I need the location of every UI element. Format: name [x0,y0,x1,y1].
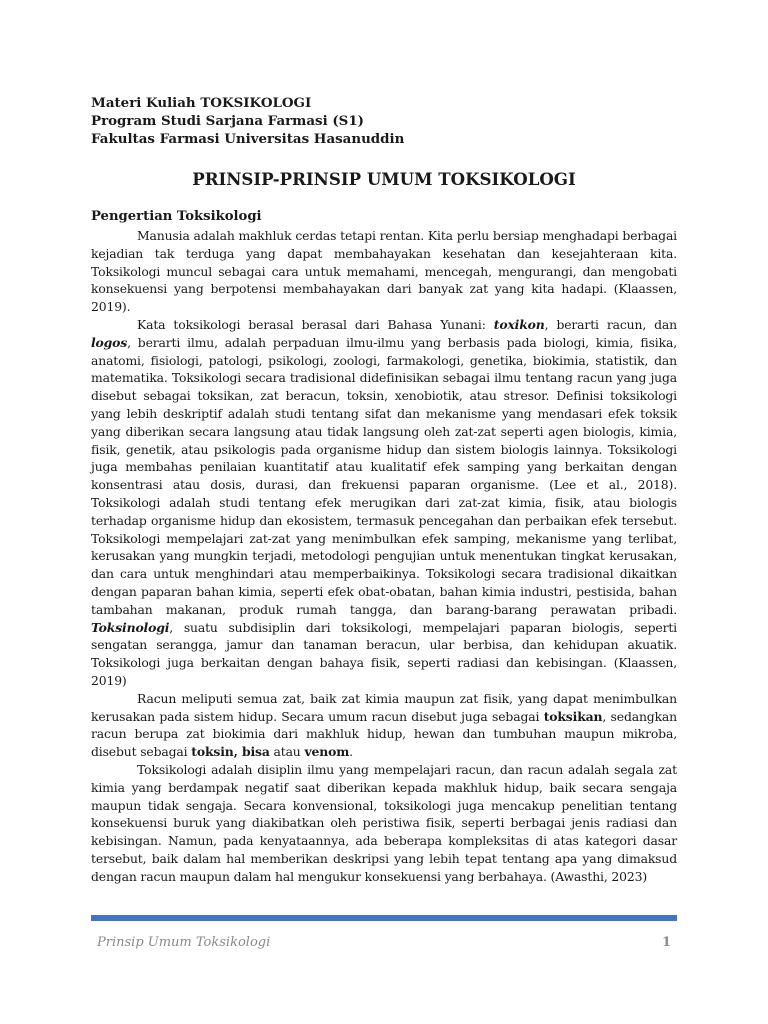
paragraph-2-text-c: , berarti ilmu, adalah perpaduan ilmu-ilmu yang berbasis pada biologi, kimia, fisika, anatomi, fisiologi, patologi, psikologi, zoologi, farmakologi, genetika, biokimia, statistik, dan matematika. Toksikologi secara tradisional didefinisikan sebagai ilmu tentang racun yang juga disebut sebagai toksikan, zat beracun, toksin, xenobiotik, atau stresor. Definisi toksikologi yang lebih deskriptif adalah studi tentang sifat dan mekanisme yang mendasari efek toksik yang diberikan secara langsung atau tidak langsung oleh zat-zat seperti agen biologis, kimia, fisik, genetik, atau psikologis pada organisme hidup dan sistem biologis lainnya. Toksikologi juga membahas penilaian kuantitatif atau kualitatif efek samping yang berkaitan dengan konsentrasi atau dosis, durasi, dan frekuensi paparan organisme. (Lee et al., 2018). Toksikologi adalah studi tentang efek merugikan dari zat-zat kimia, fisik, atau biologis terhadap organisme hidup dan ekosistem, termasuk pencegahan dan perbaikan efek tersebut. Toksikologi mempelajari zat-zat yang menimbulkan efek samping, mekanisme yang terlibat, kerusakan yang mungkin terjadi, metodologi pengujian untuk menentukan tingkat kerusakan, dan cara untuk menghindari atau memperbaikinya. Toksikologi secara tradisional dikaitkan dengan paparan bahan kimia, seperti efek obat-obatan, bahan kimia industri, pestisida, bahan tambahan makanan, produk rumah tangga, dan barang-barang perawatan pribadi. [91,334,677,617]
paragraph-4: Toksikologi adalah disiplin ilmu yang mempelajari racun, dan racun adalah segala zat kimia yang berdampak negatif saat diberikan kepada makhluk hidup, baik secara sengaja maupun tidak sengaja. Secara konvensional, toksikologi juga mencakup penelitian tentang konsekuensi buruk yang diakibatkan oleh peristiwa fisik, seperti berbagai jenis radiasi dan kebisingan. Namun, pada kenyataannya, ada beberapa kompleksitas di atas kategori dasar tersebut, baik dalam hal memberikan deskripsi yang lebih tepat tentang apa yang dimaksud dengan racun maupun dalam hal mengukur konsekuensi yang berbahaya. (Awasthi, 2023) [91,761,677,884]
footer-title: Prinsip Umum Toksikologi [97,935,271,950]
paragraph-3-text-d: . [349,744,353,760]
paragraph-1: Manusia adalah makhluk cerdas tetapi rentan. Kita perlu bersiap menghadapi berbagai kejadian tak terduga yang dapat membahayakan kesehatan dan kesejahteraan kita. Toksikologi muncul sebagai cara untuk memahami, mencegah, mengurangi, dan mengobati konsekuensi yang berpotensi membahayakan dari banyak zat yang kita hadapi. (Klaassen, 2019). [91,228,677,315]
paragraph-2-text-b: , berarti racun, dan [544,316,677,332]
page-number: 1 [661,935,671,950]
paragraph-2-text-d: , suatu subdisiplin dari toksikologi, mempelajari paparan biologis, seperti sengatan serangga, jamur dan tanaman beracun, ular berbisa, dan kehidupan akuatik. Toksikologi juga berkaitan dengan bahaya fisik, seperti radiasi dan kebisingan. (Klaassen, 2019) [91,619,677,688]
document-title: PRINSIP-PRINSIP UMUM TOKSIKOLOGI [192,169,576,189]
paragraph-3-text-b: , sedangkan racun berupa zat biokimia dari makhluk hidup, hewan dan tumbuhan maupun mikroba, disebut sebagai [91,708,677,760]
term-toksin-bisa: toksin, bisa [191,744,270,760]
program-line: Program Studi Sarjana Farmasi (S1) [91,113,364,129]
term-toksinologi: Toksinologi [91,619,170,635]
term-logos: logos [91,334,128,350]
term-toksikan: toksikan [543,708,603,724]
paragraph-3-text-c: atau [269,744,305,760]
section-heading: Pengertian Toksikologi [91,209,262,224]
term-toxikon: toxikon [493,316,545,332]
term-venom: venom [304,744,350,760]
document-header [91,94,691,148]
paragraph-3 [91,690,677,761]
paragraph-3-text-a: Racun meliputi semua zat, baik zat kimia maupun zat fisik, yang dapat menimbulkan kerusakan pada sistem hidup. Secara umum racun disebut juga sebagai [91,690,677,724]
faculty-line: Fakultas Farmasi Universitas Hasanuddin [91,131,405,147]
course-line: Materi Kuliah TOKSIKOLOGI [91,95,312,111]
paragraph-2-text-a: Kata toksikologi berasal berasal dari Bahasa Yunani: [137,316,494,332]
document-body [91,227,677,885]
footer-rule [91,915,677,921]
paragraph-2 [91,316,677,690]
